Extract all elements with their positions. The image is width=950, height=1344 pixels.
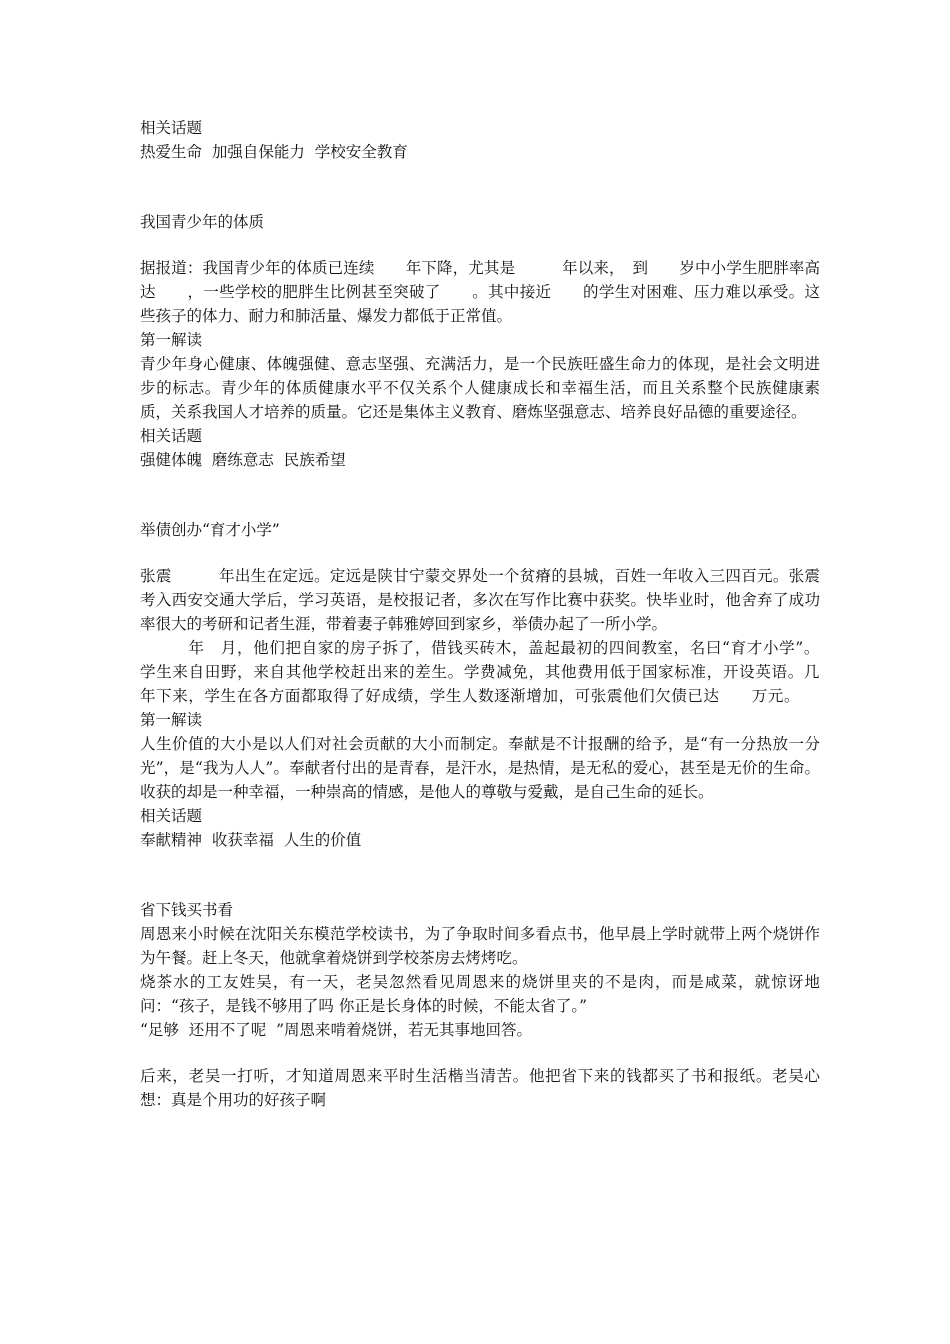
section-title-school: 举债创办“育才小学” <box>140 521 280 539</box>
document-page <box>140 116 820 1112</box>
related-topics-heading: 相关话题 <box>140 807 203 825</box>
story-zhou-enlai-para4: 后来，老吴一打听，才知道周恩来平时生活楷当清苦。他把省下来的钱都买了书和报纸。老吴心想：真是个用功的好孩子啊 <box>140 1067 820 1109</box>
story-zhou-enlai-para3: “足够 还用不了呢 ”周恩来啃着烧饼，若无其事地回答。 <box>140 1021 533 1039</box>
first-reading-heading: 第一解读 <box>140 711 203 729</box>
section-title-books: 省下钱买书看 <box>140 901 234 919</box>
related-topics-heading: 相关话题 <box>140 427 203 445</box>
first-reading-dedication: 人生价值的大小是以人们对社会贡献的大小而制定。奉献是不计报酬的给予，是“有一分热放一分光”，是“我为人人”。奉献者付出的是青春，是汗水，是热情，是无私的爱心，甚至是无价的生命。收获的却是一种幸福，一种崇高的情感，是他人的尊敬与爱戴，是自己生命的延长。 <box>140 735 820 801</box>
section-title-physique: 我国青少年的体质 <box>140 213 265 231</box>
story-zhou-enlai-para2: 烧茶水的工友姓吴，有一天，老吴忽然看见周恩来的烧饼里夹的不是肉，而是咸菜，就惊讶地问：“孩子，是钱不够用了吗 你正是长身体的时候，不能太省了。” <box>140 973 820 1015</box>
first-reading-heading: 第一解读 <box>140 331 203 349</box>
first-reading-physique: 青少年身心健康、体魄强健、意志坚强、充满活力，是一个民族旺盛生命力的体现，是社会文明进步的标志。青少年的体质健康水平不仅关系个人健康成长和幸福生活，而且关系整个民族健康素质，关系我国人才培养的质量。它还是集体主义教育、磨炼坚强意志、培养良好品德的重要途径。 <box>140 355 820 421</box>
story-zhang-zhen-part2: 年 月，他们把自家的房子拆了，借钱买砖木，盖起最初的四间教室，名曰“育才小学”。学生来自田野，来自其他学校赶出来的差生。学费减免，其他费用低于国家标准，开设英语。几年下来，学生在各方面都取得了好成绩，学生人数逐渐增加，可张震他们欠债已达 万元。 <box>140 639 820 705</box>
related-topics-list: 热爱生命 加强自保能力 学校安全教育 <box>140 143 408 161</box>
news-report-physique: 据报道：我国青少年的体质已连续 年下降，尤其是 年以来， 到 岁中小学生肥胖率高达 ，一些学校的肥胖生比例甚至突破了 。其中接近 的学生对困难、压力难以承受。这些孩子的体力、耐力和肺活量、爆发力都低于正常值。 <box>140 259 820 325</box>
story-zhang-zhen-part1: 张震 年出生在定远。定远是陕甘宁蒙交界处一个贫瘠的县城，百姓一年收入三四百元。张震考入西安交通大学后，学习英语，是校报记者，多次在写作比赛中获奖。快毕业时，他舍弃了成功率很大的考研和记者生涯，带着妻子韩雅婷回到家乡，举债办起了一所小学。 <box>140 567 820 633</box>
related-topics-heading: 相关话题 <box>140 119 203 137</box>
related-topics-list: 奉献精神 收获幸福 人生的价值 <box>140 831 362 849</box>
related-topics-list: 强健体魄 磨练意志 民族希望 <box>140 451 346 469</box>
story-zhou-enlai-para1: 周恩来小时候在沈阳关东模范学校读书，为了争取时间多看点书，他早晨上学时就带上两个烧饼作为午餐。赶上冬天，他就拿着烧饼到学校茶房去烤烤吃。 <box>140 925 820 967</box>
